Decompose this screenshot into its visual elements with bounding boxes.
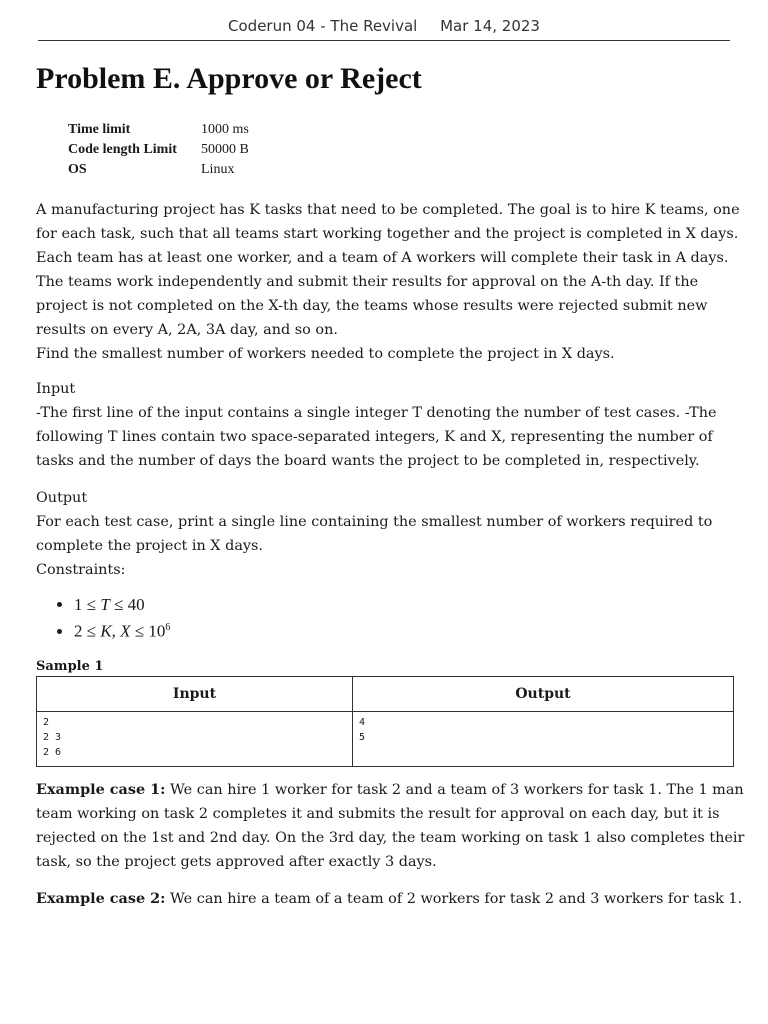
example-1-line: We can hire 1 worker for task 2 and a team of 3 workers for task 1. The 1 man xyxy=(165,782,744,798)
contest-name: Coderun 04 - The Revival xyxy=(228,17,418,35)
input-line: tasks and the number of days the board wants the project to be completed in, respectively. xyxy=(36,453,700,469)
statement-line: for each task, such that all teams start working together and the project is completed in X days. xyxy=(36,226,739,242)
output-section xyxy=(36,486,736,582)
sample-output-header: Output xyxy=(353,677,734,712)
limits-table xyxy=(68,120,249,180)
sample-label: Sample 1 xyxy=(36,659,104,674)
output-heading: Output xyxy=(36,490,88,506)
limit-row xyxy=(68,140,249,160)
limit-key: Code length Limit xyxy=(68,142,177,157)
limit-value: Linux xyxy=(201,162,235,177)
constraints-heading: Constraints: xyxy=(36,562,126,578)
limit-key: Time limit xyxy=(68,122,131,137)
example-case-2 xyxy=(36,887,743,911)
constraint-item: • 1 ≤ T ≤ 40 xyxy=(74,593,170,616)
example-1-line: rejected on the 1st and 2nd day. On the 3rd day, the team working on task 1 also completes their xyxy=(36,830,745,846)
example-2-label: Example case 2: xyxy=(36,890,166,907)
constraints-list xyxy=(56,593,170,643)
limit-value: 50000 B xyxy=(201,142,249,157)
statement-line: project is not completed on the X-th day, the teams whose results were rejected submit new xyxy=(36,298,708,314)
problem-title: Problem E. Approve or Reject xyxy=(36,62,422,95)
example-2-text: We can hire a team of a team of 2 workers for task 2 and 3 workers for task 1. xyxy=(165,891,743,907)
limit-value: 1000 ms xyxy=(201,122,249,137)
statement-line: results on every A, 2A, 3A day, and so on. xyxy=(36,322,338,338)
limit-row xyxy=(68,160,249,180)
example-1-label: Example case 1: xyxy=(36,781,166,798)
example-case-1 xyxy=(36,778,745,874)
sample-data-row xyxy=(37,712,734,767)
statement-line: Each team has at least one worker, and a team of A workers will complete their task in A days. xyxy=(36,250,729,266)
constraint-item: • 2 ≤ K, $X \le 10^6$ xyxy=(74,616,170,643)
limit-key: OS xyxy=(68,162,87,177)
input-section xyxy=(36,377,736,473)
input-heading: Input xyxy=(36,381,76,397)
sample-output: 4 5 xyxy=(353,712,734,767)
limit-row xyxy=(68,120,249,140)
input-line: following T lines contain two space-separated integers, K and X, representing the number of xyxy=(36,429,713,445)
page-header xyxy=(38,17,730,41)
statement-line: The teams work independently and submit their results for approval on the A-th day. If the xyxy=(36,274,699,290)
sample-input-header: Input xyxy=(37,677,353,712)
sample-header-row xyxy=(37,677,734,712)
input-line: -The first line of the input contains a single integer T denoting the number of test cases. -The xyxy=(36,405,717,421)
output-line: complete the project in X days. xyxy=(36,538,264,554)
problem-statement xyxy=(36,198,740,366)
sample-table xyxy=(36,676,734,767)
output-line: For each test case, print a single line containing the smallest number of workers required to xyxy=(36,514,713,530)
sample-input: 2 2 3 2 6 xyxy=(37,712,353,767)
statement-line: Find the smallest number of workers needed to complete the project in X days. xyxy=(36,346,615,362)
example-1-line: team working on task 2 completes it and submits the result for approval on each day, but it is xyxy=(36,806,720,822)
statement-line: A manufacturing project has K tasks that need to be completed. The goal is to hire K teams, one xyxy=(36,202,740,218)
contest-date: Mar 14, 2023 xyxy=(440,17,540,35)
example-1-line: task, so the project gets approved after exactly 3 days. xyxy=(36,854,437,870)
